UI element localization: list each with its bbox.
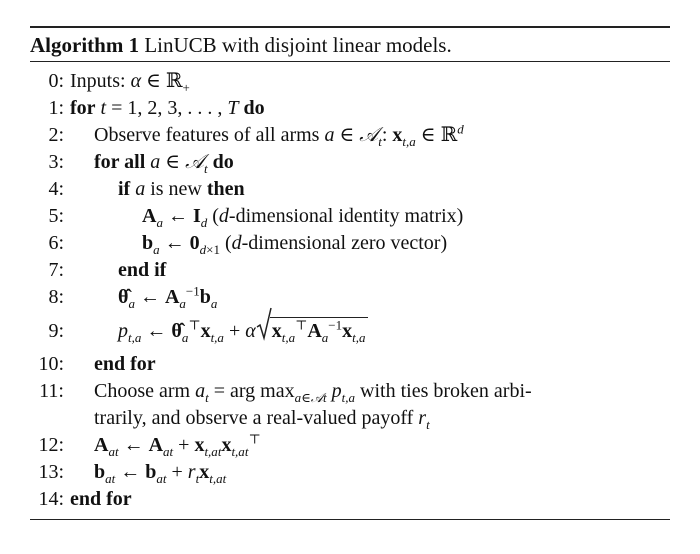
line-content: for t = 1, 2, 3, . . . , T do <box>70 97 265 119</box>
caption-label: Algorithm 1 <box>30 33 140 57</box>
line-13 <box>30 459 670 486</box>
line-content: end for <box>94 353 156 375</box>
line-11-continued <box>30 405 670 432</box>
algorithm-caption <box>30 28 670 57</box>
line-content: end if <box>118 259 167 281</box>
bottom-rule <box>30 519 670 520</box>
algorithm-lines <box>30 62 670 513</box>
line-7 <box>30 257 670 284</box>
line-number: 10: <box>38 353 64 375</box>
line-14 <box>30 486 670 513</box>
line-number: 13: <box>38 461 64 483</box>
line-content: $\thetâ_a$ ← $A_a^{-1}b_a$ <box>118 283 218 311</box>
line-number: 3: <box>48 151 64 173</box>
line-1 <box>30 95 670 122</box>
line-3 <box>30 149 670 176</box>
line-number: 1: <box>48 97 64 119</box>
line-11 <box>30 378 670 405</box>
line-number: 4: <box>48 178 64 200</box>
line-number: 11: <box>39 380 64 402</box>
line-0 <box>30 68 670 95</box>
line-5 <box>30 203 670 230</box>
line-number: 12: <box>38 434 64 456</box>
line-content: trarily, and observe a real-valued payoff $r_t$ <box>94 407 430 432</box>
line-content: for all a ∈ 𝒜$_t$ do <box>94 151 234 176</box>
line-content: end for <box>70 488 132 510</box>
line-10 <box>30 351 670 378</box>
line-number: 2: <box>48 124 64 146</box>
line-number: 0: <box>48 70 64 92</box>
line-9 <box>30 311 670 351</box>
line-number: 7: <box>48 259 64 281</box>
line-content: $A_a$ ← $I_d$ (d-dimensional identity matrix) <box>142 205 464 230</box>
line-content: Observe features of all arms a ∈ 𝒜$_t$: $x_{t,a}$ ∈ ℝ$^d$ <box>94 121 464 149</box>
line-content: $p_{t,a}$ ← $\thetâ_a^⊤x_{t,a} + \alpha$ $x_{t,a}^⊤A_a^{-1}x_{t,a}$ <box>118 311 368 351</box>
sqrt-symbol: $x_{t,a}^⊤A_a^{-1}x_{t,a}$ <box>256 311 368 351</box>
caption-title: LinUCB with disjoint linear models. <box>144 33 452 57</box>
line-2 <box>30 122 670 149</box>
line-number: 9: <box>48 320 64 342</box>
line-number: 5: <box>48 205 64 227</box>
line-number: 8: <box>48 286 64 308</box>
line-content: $b_{at}$ ← $b_{at} + r_tx_{t,at}$ <box>94 461 227 486</box>
line-content: Inputs: α ∈ ℝ$_+$ <box>70 70 190 95</box>
line-number: 14: <box>38 488 64 510</box>
line-content: if a is new then <box>118 178 245 200</box>
line-content: Choose arm $a_t$ = arg $\max_{a\in 𝒜t} p_{t,a}$ with ties broken arbi- <box>94 380 532 405</box>
line-number: 6: <box>48 232 64 254</box>
line-content: $b_a$ ← $0_{d\times 1}$ (d-dimensional zero vector) <box>142 232 448 257</box>
algorithm-box <box>30 26 670 520</box>
line-4 <box>30 176 670 203</box>
line-12 <box>30 432 670 459</box>
line-8 <box>30 284 670 311</box>
line-6 <box>30 230 670 257</box>
line-content: $A_{at}$ ← $A_{at} + x_{t,at}x_{t,at}^⊤$ <box>94 431 261 459</box>
